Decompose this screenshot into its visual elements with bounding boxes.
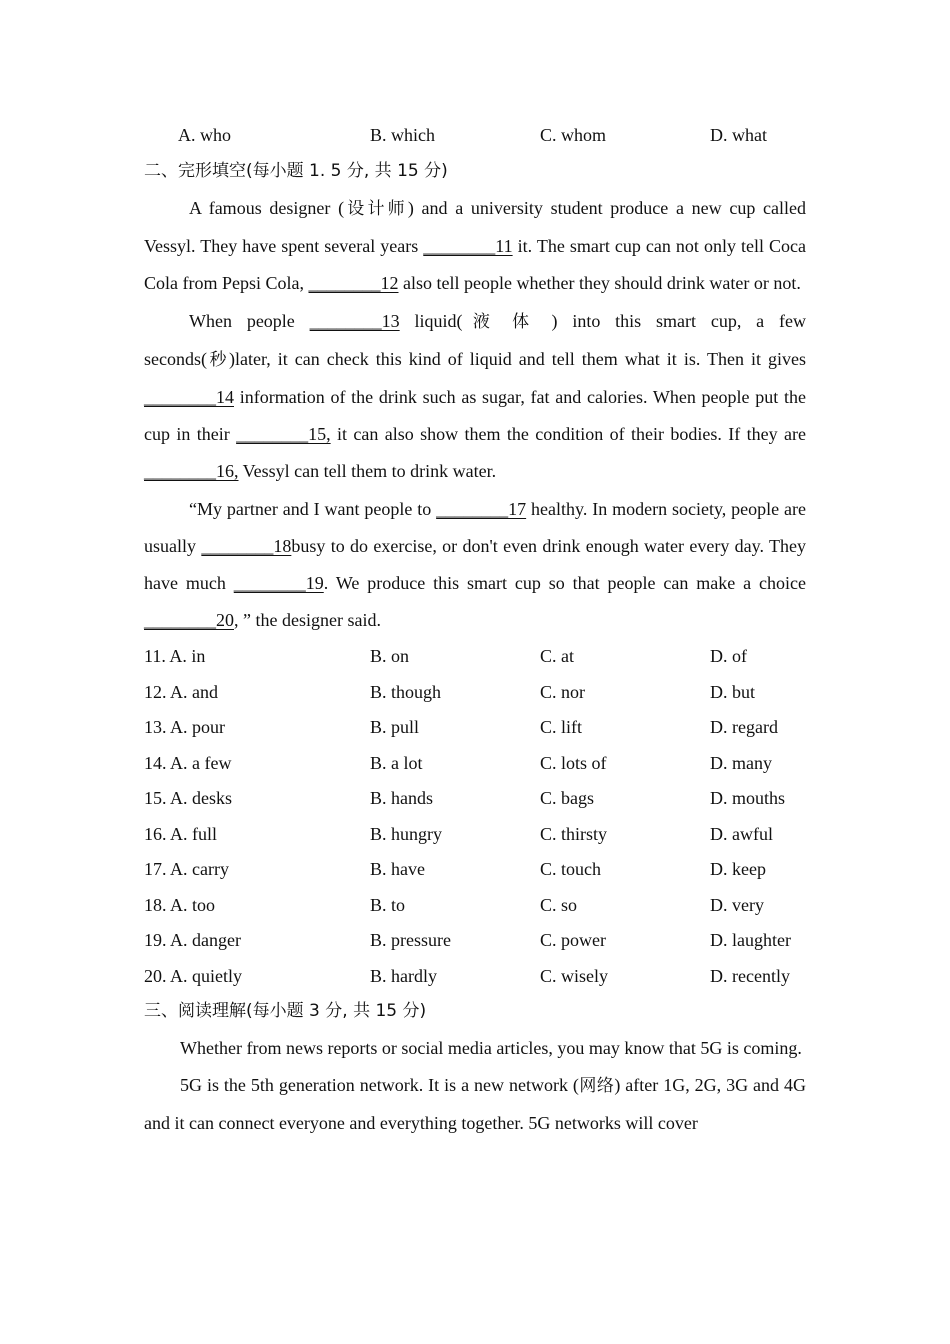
blank-19: ________19	[233, 573, 324, 594]
section2-heading: 二、完形填空(每小题 1. 5 分, 共 15 分)	[144, 160, 448, 181]
q10-options	[144, 118, 806, 154]
option-c: C. whom	[540, 125, 607, 145]
reading-paragraph-2: 5G is the 5th generation network. It is a new network (网络) after 1G, 2G, 3G and 4G and it can connect everyone and everything together. 5G networks will cover	[144, 1075, 807, 1134]
section3-heading: 三、阅读理解(每小题 3 分, 共 15 分)	[144, 1001, 427, 1022]
blank-16: ________16,	[144, 461, 239, 482]
question-row-11: 11. A. in B. on C. at D. of	[144, 646, 747, 667]
option-b: B. which	[370, 125, 435, 145]
cloze-paragraph-2: When people ________13 liquid(液体) into this smart cup, a few seconds(秒)later, it can check this kind of liquid and tell them what it is. Then it gives ________14 information of the drink such as sugar, fat and calories. When people put the cup in their ________15, it can also show them the condition of their bodies. If they are ________16, Vessyl can tell them to drink water.	[144, 310, 807, 482]
cloze-paragraph-3: “My partner and I want people to ________17 healthy. In modern society, people are usually ________18busy to do exercise, or don't even drink enough water every day. They have much ________19. We produce this smart cup so that people can make a choice ________20, ” the designer said.	[144, 498, 806, 631]
question-row-16: 16. A. full B. hungry C. thirsty D. awful	[144, 823, 773, 844]
question-row-17: 17. A. carry B. have C. touch D. keep	[144, 859, 766, 880]
option-d: D. what	[710, 125, 767, 145]
cloze-paragraph-1: A famous designer (设计师) and a university student produce a new cup called Vessyl. They have spent several years ________11 it. The smart cup can not only tell Coca Cola from Pepsi Cola, ________12 also tell people whether they should drink water or not.	[144, 198, 807, 294]
question-row-14: 14. A. a few B. a lot C. lots of D. many	[144, 752, 772, 773]
question-row-18: 18. A. too B. to C. so D. very	[144, 894, 764, 915]
question-row-20: 20. A. quietly B. hardly C. wisely D. recently	[144, 965, 790, 986]
question-row-13: 13. A. pour B. pull C. lift D. regard	[144, 717, 778, 738]
blank-15: ________15,	[236, 424, 331, 445]
blank-13: ________13	[309, 310, 400, 331]
blank-11: ________11	[423, 236, 513, 257]
blank-18: ________18	[201, 535, 292, 556]
question-row-12: 12. A. and B. though C. nor D. but	[144, 681, 755, 702]
blank-20: ________20	[144, 610, 234, 631]
question-row-19: 19. A. danger B. pressure C. power D. laughter	[144, 930, 791, 951]
blank-12: ________12	[308, 273, 399, 294]
option-a: A. who	[178, 125, 231, 145]
question-list	[144, 639, 806, 994]
blank-17: ________17	[436, 498, 527, 519]
reading-paragraph-1: Whether from news reports or social media articles, you may know that 5G is coming.	[180, 1037, 802, 1058]
question-row-15: 15. A. desks B. hands C. bags D. mouths	[144, 788, 786, 809]
exam-page	[144, 118, 806, 1143]
blank-14: ________14	[144, 387, 234, 408]
